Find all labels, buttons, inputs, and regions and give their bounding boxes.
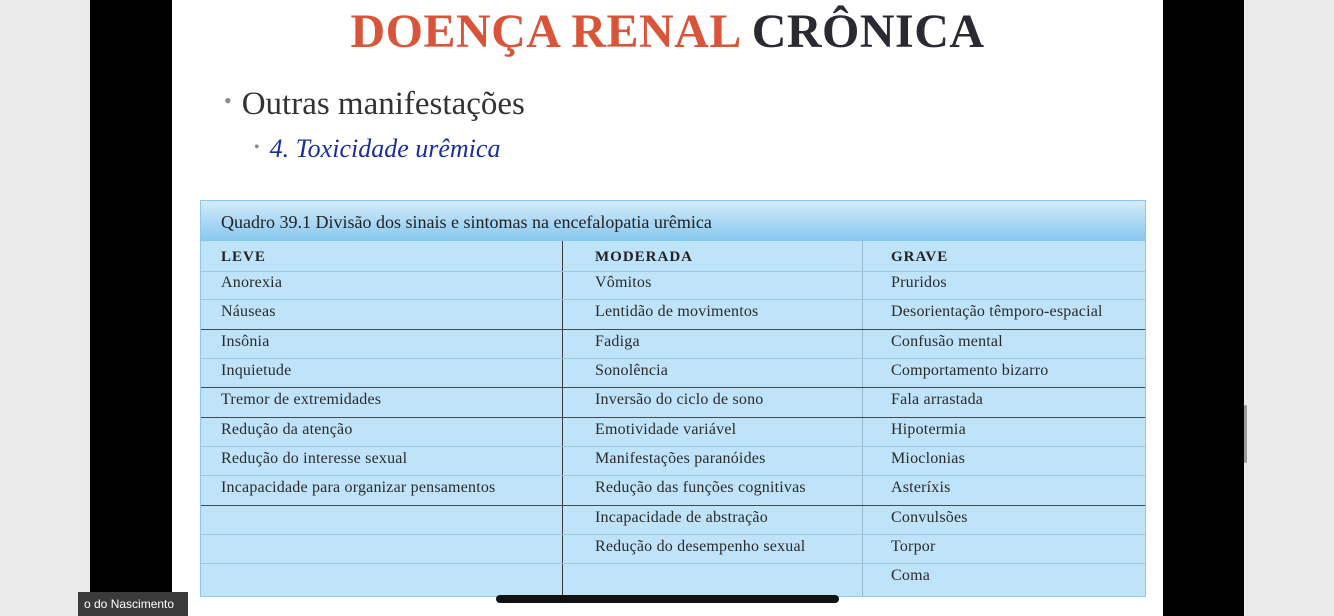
column-divider <box>562 241 563 596</box>
title-dark-part: CRÔNICA <box>751 5 985 58</box>
table-cell: Vômitos <box>595 274 652 291</box>
row-line <box>201 299 1145 300</box>
row-line <box>201 563 1145 564</box>
table-cell: Pruridos <box>891 274 947 291</box>
table-cell: Fadiga <box>595 333 640 350</box>
table-cell: Lentidão de movimentos <box>595 303 759 320</box>
row-line <box>201 446 1145 447</box>
right-black-bar <box>1163 0 1244 616</box>
table-cell: Incapacidade para organizar pensamentos <box>221 479 496 496</box>
bullet-level-2 <box>254 134 500 164</box>
table-caption: Quadro 39.1 Divisão dos sinais e sintomas na encefalopatia urêmica <box>201 201 1145 241</box>
row-line <box>201 358 1145 359</box>
table-cell: Inversão do ciclo de sono <box>595 391 764 408</box>
left-black-bar <box>90 0 172 616</box>
table-cell: Redução do interesse sexual <box>221 450 408 467</box>
table-cell: Hipotermia <box>891 421 966 438</box>
side-edge-handle[interactable] <box>1244 405 1247 463</box>
table-cell: Emotividade variável <box>595 421 737 438</box>
column-divider <box>862 241 863 596</box>
bullet-level-2-text: 4. Toxicidade urêmica <box>269 134 501 163</box>
table-cell: Insônia <box>221 333 270 350</box>
shared-slide <box>172 0 1163 616</box>
home-indicator-bar[interactable] <box>496 595 839 603</box>
column-header-moderada: MODERADA <box>595 249 693 265</box>
table-cell: Incapacidade de abstração <box>595 509 768 526</box>
table-cell: Manifestações paranóides <box>595 450 766 467</box>
table-cell: Torpor <box>891 538 936 555</box>
row-line <box>201 387 1145 388</box>
row-line <box>201 475 1145 476</box>
title-red-part: DOENÇA RENAL <box>350 5 740 58</box>
row-line <box>201 271 1145 272</box>
table-cell: Náuseas <box>221 303 276 320</box>
row-line <box>201 329 1145 330</box>
slide-title <box>172 4 1163 59</box>
table-cell: Fala arrastada <box>891 391 984 408</box>
row-line <box>201 534 1145 535</box>
bullet-dot-icon: • <box>254 139 260 156</box>
table-cell: Sonolência <box>595 362 669 379</box>
table-cell: Confusão mental <box>891 333 1003 350</box>
table-cell: Convulsões <box>891 509 968 526</box>
table-cell: Comportamento bizarro <box>891 362 1049 379</box>
table-cell: Mioclonias <box>891 450 965 467</box>
table-cell: Desorientação têmporo-espacial <box>891 303 1103 320</box>
table-cell: Redução das funções cognitivas <box>595 479 806 496</box>
symptoms-table <box>200 200 1146 597</box>
table-cell: Redução do desempenho sexual <box>595 538 806 555</box>
participant-name-label[interactable]: o do Nascimento <box>78 592 188 616</box>
table-cell: Tremor de extremidades <box>221 391 382 408</box>
row-line <box>201 505 1145 506</box>
column-header-leve: LEVE <box>221 249 266 265</box>
bullet-level-1-text: Outras manifestações <box>241 86 525 122</box>
column-header-grave: GRAVE <box>891 249 949 265</box>
table-cell: Inquietude <box>221 362 292 379</box>
row-line <box>201 417 1145 418</box>
table-cell: Asteríxis <box>891 479 951 496</box>
table-cell: Anorexia <box>221 274 283 291</box>
table-cell: Coma <box>891 567 931 584</box>
table-cell: Redução da atenção <box>221 421 353 438</box>
bullet-level-1 <box>224 86 525 123</box>
bullet-dot-icon: • <box>224 88 232 113</box>
